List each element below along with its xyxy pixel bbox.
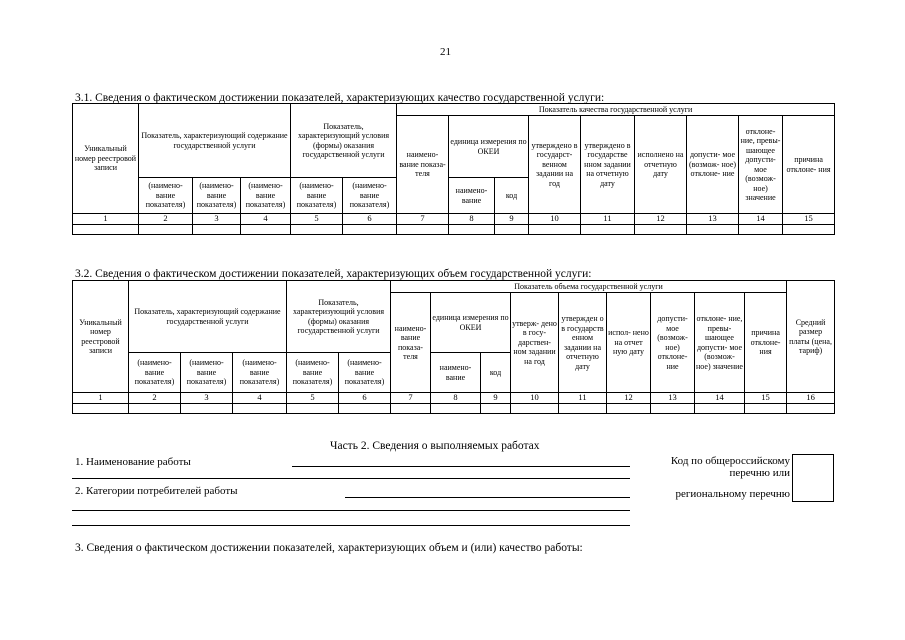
col-unit-okei: единица измерения по ОКЕИ <box>431 293 511 353</box>
data-cell[interactable] <box>339 403 391 413</box>
col-content-indicator: Показатель, характеризующий содержание государственной услуги <box>139 104 291 178</box>
column-number: 4 <box>241 214 291 225</box>
data-cell[interactable] <box>73 403 129 413</box>
column-number: 7 <box>397 214 449 225</box>
column-number: 3 <box>193 214 241 225</box>
column-number: 8 <box>449 214 495 225</box>
data-cell[interactable] <box>431 403 481 413</box>
col-exceeding-deviation: отклоне- ние, превы- шающее допусти- мое (возмож- ное) значение <box>695 293 745 393</box>
data-cell[interactable] <box>559 403 607 413</box>
code-label-line2: перечню или <box>729 467 790 479</box>
consumer-category-line[interactable] <box>345 497 630 498</box>
quality-table <box>72 103 835 235</box>
column-number: 4 <box>233 393 287 404</box>
data-cell[interactable] <box>449 224 495 234</box>
col-deviation-reason: причина отклоне- ния <box>745 293 787 393</box>
data-cell[interactable] <box>783 224 835 234</box>
column-number: 15 <box>783 214 835 225</box>
sub-indicator-name: (наимено- вание показателя) <box>339 353 391 393</box>
volume-table <box>72 280 835 414</box>
column-number: 5 <box>287 393 339 404</box>
col-approved-date: утверждено в государстве нном задании на отчетную дату <box>581 116 635 214</box>
col-approved-year: утверждено в государст- венном задании на год <box>529 116 581 214</box>
data-cell[interactable] <box>739 224 783 234</box>
data-cell[interactable] <box>511 403 559 413</box>
column-number: 9 <box>481 393 511 404</box>
sub-indicator-name: (наимено- вание показателя) <box>193 178 241 214</box>
data-cell[interactable] <box>495 224 529 234</box>
column-number: 6 <box>343 214 397 225</box>
part2-title: Часть 2. Сведения о выполняемых работах <box>330 440 540 452</box>
data-cell[interactable] <box>607 403 651 413</box>
column-number: 1 <box>73 393 129 404</box>
col-approved-year: утверж- дено в госу- дарствен- ном задании на год <box>511 293 559 393</box>
data-cell[interactable] <box>745 403 787 413</box>
data-cell[interactable] <box>233 403 287 413</box>
sub-indicator-name: (наимено- вание показателя) <box>233 353 287 393</box>
data-cell[interactable] <box>193 224 241 234</box>
consumer-category-line-2[interactable] <box>72 510 630 511</box>
consumer-category-line-3[interactable] <box>72 525 630 526</box>
section-3-1-title: 3.1. Сведения о фактическом достижении показателей, характеризующих качество государственной услуги: <box>75 92 605 104</box>
data-cell[interactable] <box>581 224 635 234</box>
column-number: 10 <box>529 214 581 225</box>
consumer-category-label: 2. Категории потребителей работы <box>75 485 238 497</box>
column-number: 12 <box>635 214 687 225</box>
data-cell[interactable] <box>695 403 745 413</box>
data-cell[interactable] <box>343 224 397 234</box>
section-3-title: 3. Сведения о фактическом достижении показателей, характеризующих объем и (или) качество работы: <box>75 542 583 554</box>
column-number: 9 <box>495 214 529 225</box>
data-cell[interactable] <box>391 403 431 413</box>
sub-unit-name: наимено- вание <box>449 178 495 214</box>
col-indicator-name: наимено- вание показа- теля <box>397 116 449 214</box>
column-number: 2 <box>139 214 193 225</box>
column-number: 10 <box>511 393 559 404</box>
sub-unit-code: код <box>495 178 529 214</box>
col-condition-indicator: Показатель, характеризующий условия (формы) оказания государственной услуги <box>291 104 397 178</box>
sub-unit-name: наимено- вание <box>431 353 481 393</box>
data-cell[interactable] <box>139 224 193 234</box>
column-number: 3 <box>181 393 233 404</box>
sub-indicator-name: (наимено- вание показателя) <box>291 178 343 214</box>
column-number: 7 <box>391 393 431 404</box>
col-allowed-deviation: допусти- мое (возмож- ное) отклоне- ние <box>651 293 695 393</box>
data-cell[interactable] <box>635 224 687 234</box>
column-number: 8 <box>431 393 481 404</box>
col-unique-number: Уникальный номер реестровой записи <box>73 104 139 214</box>
section-3-2-title: 3.2. Сведения о фактическом достижении показателей, характеризующих объем государственной услуги: <box>75 268 592 280</box>
column-number: 11 <box>581 214 635 225</box>
data-cell[interactable] <box>787 403 835 413</box>
sub-indicator-name: (наимено- вание показателя) <box>241 178 291 214</box>
col-average-price: Средний размер платы (цена, тариф) <box>787 281 835 393</box>
col-executed: исполнено на отчетную дату <box>635 116 687 214</box>
data-cell[interactable] <box>287 403 339 413</box>
column-number: 2 <box>129 393 181 404</box>
column-number: 13 <box>651 393 695 404</box>
data-cell[interactable] <box>241 224 291 234</box>
data-cell[interactable] <box>481 403 511 413</box>
col-indicator-name: наимено- вание показа- теля <box>391 293 431 393</box>
sub-indicator-name: (наимено- вание показателя) <box>181 353 233 393</box>
col-unique-number: Уникальный номер реестровой записи <box>73 281 129 393</box>
data-cell[interactable] <box>397 224 449 234</box>
data-cell[interactable] <box>291 224 343 234</box>
column-number: 12 <box>607 393 651 404</box>
col-quality-indicator: Показатель качества государственной услуги <box>397 104 835 116</box>
data-cell[interactable] <box>687 224 739 234</box>
work-name-label: 1. Наименование работы <box>75 456 191 468</box>
data-cell[interactable] <box>529 224 581 234</box>
sub-indicator-name: (наимено- вание показателя) <box>139 178 193 214</box>
code-label-line1: Код по общероссийскому <box>670 455 790 467</box>
sub-unit-code: код <box>481 353 511 393</box>
col-allowed-deviation: допусти- мое (возмож- ное) отклоне- ние <box>687 116 739 214</box>
col-executed: испол- нено на отчет ную дату <box>607 293 651 393</box>
page-number: 21 <box>440 46 451 58</box>
data-cell[interactable] <box>181 403 233 413</box>
data-cell[interactable] <box>129 403 181 413</box>
registry-code-box[interactable] <box>792 454 834 502</box>
col-condition-indicator: Показатель, характеризующий условия (формы) оказания государственной услуги <box>287 281 391 353</box>
col-content-indicator: Показатель, характеризующий содержание государственной услуги <box>129 281 287 353</box>
col-deviation-reason: причина отклоне- ния <box>783 116 835 214</box>
sub-indicator-name: (наимено- вание показателя) <box>129 353 181 393</box>
work-name-line-2[interactable] <box>72 478 630 479</box>
data-cell[interactable] <box>651 403 695 413</box>
column-number: 13 <box>687 214 739 225</box>
col-approved-date: утвержден о в государств енном задании на отчетную дату <box>559 293 607 393</box>
column-number: 5 <box>291 214 343 225</box>
col-unit-okei: единица измерения по ОКЕИ <box>449 116 529 178</box>
column-number: 6 <box>339 393 391 404</box>
col-volume-indicator: Показатель объема государственной услуги <box>391 281 787 293</box>
column-number: 11 <box>559 393 607 404</box>
column-number: 14 <box>739 214 783 225</box>
work-name-line[interactable] <box>292 466 630 467</box>
data-cell[interactable] <box>73 224 139 234</box>
code-label-line3: региональному перечню <box>675 488 790 500</box>
column-number: 16 <box>787 393 835 404</box>
column-number: 14 <box>695 393 745 404</box>
column-number: 1 <box>73 214 139 225</box>
column-number: 15 <box>745 393 787 404</box>
sub-indicator-name: (наимено- вание показателя) <box>343 178 397 214</box>
sub-indicator-name: (наимено- вание показателя) <box>287 353 339 393</box>
col-exceeding-deviation: отклоне- ние, превы- шающее допусти- мое (возмож- ное) значение <box>739 116 783 214</box>
